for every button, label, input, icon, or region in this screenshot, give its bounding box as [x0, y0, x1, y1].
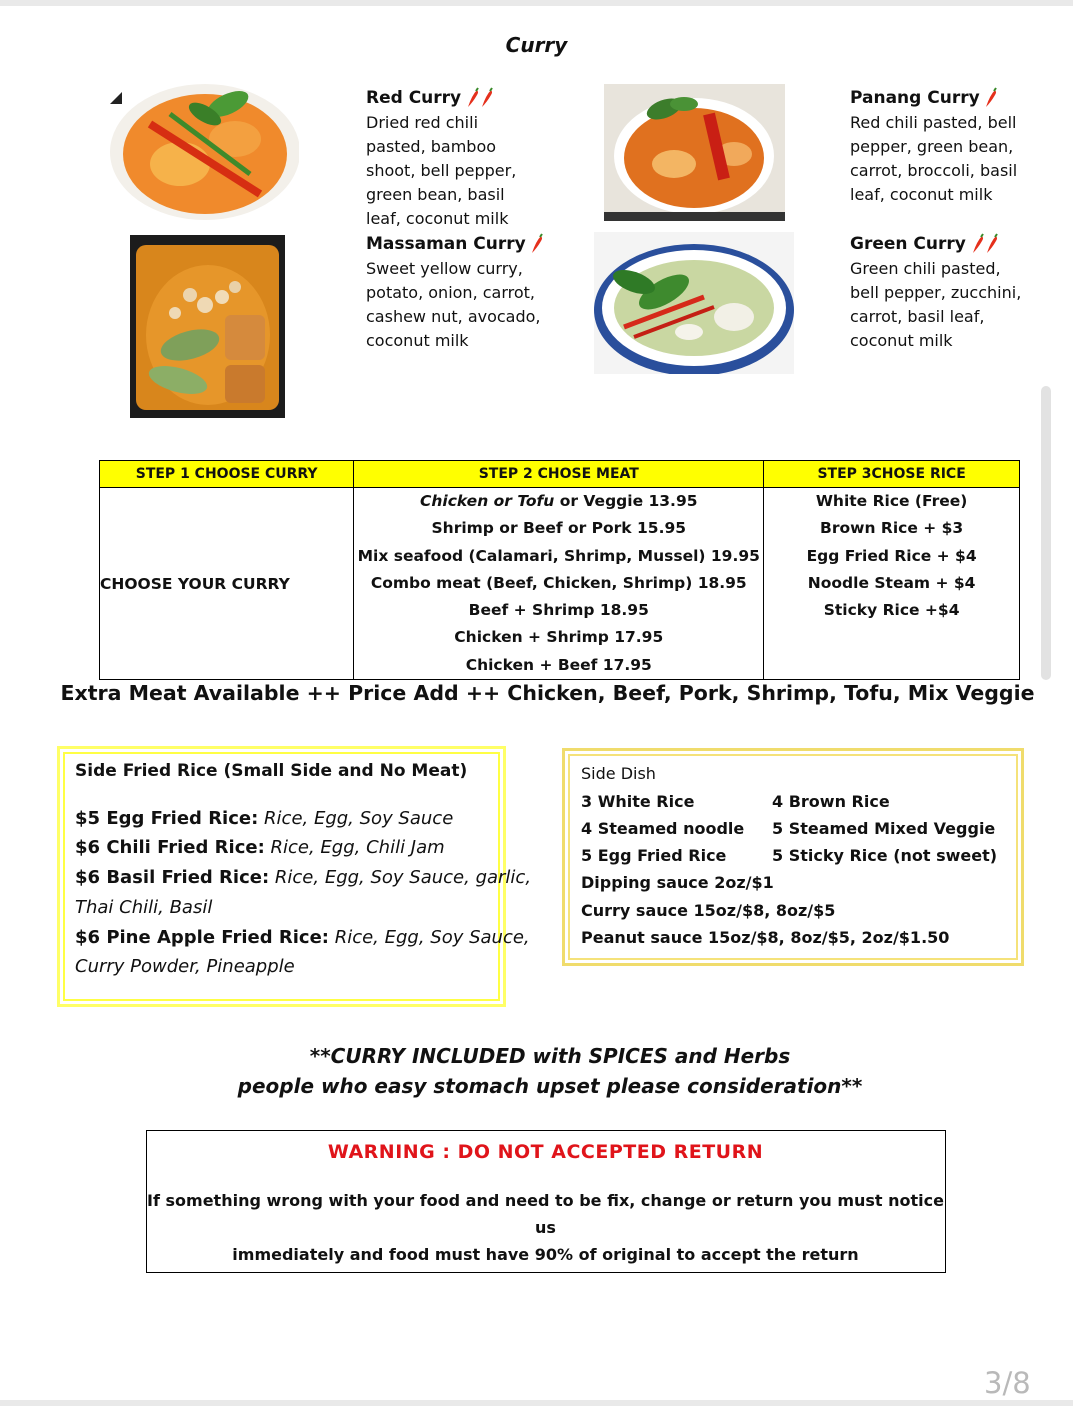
red-curry-title — [366, 87, 494, 109]
basil-fried-rice-line — [75, 867, 531, 888]
egg-fried-rice-line — [75, 808, 453, 829]
warning-box — [146, 1130, 946, 1273]
chili-fried-rice-name: $6 Chili Fried Rice: — [75, 837, 265, 858]
panang-curry-title — [850, 87, 999, 109]
meat-option: Chicken + Shrimp 17.95 — [454, 628, 664, 647]
order-steps-table — [99, 460, 1020, 680]
green-curry-title — [850, 233, 999, 255]
side-dish-heading: Side Dish — [581, 764, 656, 783]
side-dish-item: 4 Brown Rice — [772, 792, 890, 811]
meat-options-cell — [354, 488, 764, 680]
red-curry-photo — [110, 84, 299, 221]
meat-option: Combo meat (Beef, Chicken, Shrimp) 18.95 — [370, 573, 747, 592]
meat-option: Beef + Shrimp 18.95 — [468, 601, 649, 620]
rice-options-cell — [764, 488, 1020, 680]
top-divider — [0, 0, 1073, 6]
chili-pepper-icon — [983, 87, 999, 109]
green-curry-name: Green Curry — [850, 234, 966, 254]
spice-notice-line1: **CURRY INCLUDED with SPICES and Herbs — [309, 1044, 791, 1068]
pineapple-fried-rice-desc-2: Curry Powder, Pineapple — [75, 956, 295, 977]
meat-option-italic: Chicken or Tofu — [420, 492, 555, 510]
egg-fried-rice-desc: Rice, Egg, Soy Sauce — [258, 808, 454, 829]
egg-fried-rice-name: $5 Egg Fried Rice: — [75, 808, 259, 829]
chili-fried-rice-line — [75, 837, 445, 858]
panang-curry-description: Red chili pasted, bell pepper, green bean, carrot, broccoli, basil leaf, coconut milk — [850, 113, 1018, 204]
page-title: Curry — [505, 33, 568, 57]
basil-fried-rice-name: $6 Basil Fried Rice: — [75, 867, 270, 888]
massaman-curry-photo — [130, 235, 285, 418]
red-curry-description: Dried red chili pasted, bamboo shoot, bell pepper, green bean, basil leaf, coconut milk — [366, 113, 517, 228]
rice-option: Egg Fried Rice + $4 — [806, 546, 977, 565]
side-dish-item: 3 White Rice — [581, 792, 695, 811]
side-dish-item: 5 Steamed Mixed Veggie — [772, 819, 996, 838]
meat-option: Mix seafood (Calamari, Shrimp, Mussel) 19.95 — [357, 546, 760, 565]
pineapple-fried-rice-desc: Rice, Egg, Soy Sauce, — [328, 927, 530, 948]
sauce-item: Peanut sauce 15oz/$8, 8oz/$5, 2oz/$1.50 — [581, 928, 950, 947]
basil-fried-rice-desc: Rice, Egg, Soy Sauce, garlic, — [269, 867, 532, 888]
step3-header: STEP 3CHOSE RICE — [764, 461, 1020, 488]
sauce-item: Curry sauce 15oz/$8, 8oz/$5 — [581, 901, 836, 920]
rice-option: Brown Rice + $3 — [820, 519, 964, 538]
warning-title: WARNING : DO NOT ACCEPTED RETURN — [327, 1141, 764, 1163]
side-dish-item: 4 Steamed noodle — [581, 819, 745, 838]
massaman-curry-name: Massaman Curry — [366, 234, 526, 254]
panang-curry-photo — [604, 84, 785, 221]
choose-curry-cell: CHOOSE YOUR CURRY — [100, 488, 354, 680]
panang-curry-name: Panang Curry — [850, 88, 980, 108]
chili-fried-rice-desc: Rice, Egg, Chili Jam — [264, 837, 445, 858]
basil-fried-rice-line-2 — [75, 897, 212, 918]
side-fried-rice-heading: Side Fried Rice (Small Side and No Meat) — [75, 761, 468, 781]
step2-header: STEP 2 CHOSE MEAT — [354, 461, 764, 488]
chili-pepper-icon — [529, 233, 545, 255]
pineapple-fried-rice-name: $6 Pine Apple Fried Rice: — [75, 927, 329, 948]
meat-option: Chicken + Beef 17.95 — [465, 655, 652, 674]
basil-fried-rice-desc-2: Thai Chili, Basil — [75, 897, 213, 918]
chili-pepper-icon — [464, 87, 494, 109]
meat-option-rest: or Veggie 13.95 — [554, 492, 698, 510]
meat-option: Shrimp or Beef or Pork 15.95 — [431, 519, 687, 538]
rice-option: Noodle Steam + $4 — [807, 573, 976, 592]
massaman-curry-description: Sweet yellow curry, potato, onion, carrot, cashew nut, avocado, coconut milk — [366, 259, 541, 350]
pineapple-fried-rice-line-2 — [75, 956, 295, 977]
rice-option: Sticky Rice +$4 — [823, 601, 960, 620]
red-curry-name: Red Curry — [366, 88, 462, 108]
spice-notice-line2: people who easy stomach upset please consideration** — [237, 1074, 863, 1098]
side-dish-item: 5 Sticky Rice (not sweet) — [772, 846, 998, 865]
rice-option: White Rice (Free) — [815, 492, 968, 510]
extra-meat-note: Extra Meat Available ++ Price Add ++ Chicken, Beef, Pork, Shrimp, Tofu, Mix Veggie — [60, 681, 1035, 705]
pineapple-fried-rice-line — [75, 927, 530, 948]
side-dish-item: 5 Egg Fried Rice — [581, 846, 727, 865]
green-curry-description: Green chili pasted, bell pepper, zucchini, carrot, basil leaf, coconut milk — [850, 259, 1022, 350]
scrollbar-thumb[interactable] — [1041, 386, 1051, 680]
sauce-item: Dipping sauce 2oz/$1 — [581, 873, 774, 892]
meat-option — [354, 488, 763, 515]
page-indicator: 3/8 — [984, 1366, 1031, 1400]
step1-header: STEP 1 CHOOSE CURRY — [100, 461, 354, 488]
massaman-curry-title — [366, 233, 545, 255]
green-curry-photo — [594, 232, 794, 374]
bottom-divider — [0, 1400, 1073, 1406]
warning-text: If something wrong with your food and need to be fix, change or return you must notice us immediately and food must have 90% of original to accept the return — [147, 1191, 944, 1264]
chili-pepper-icon — [969, 233, 999, 255]
